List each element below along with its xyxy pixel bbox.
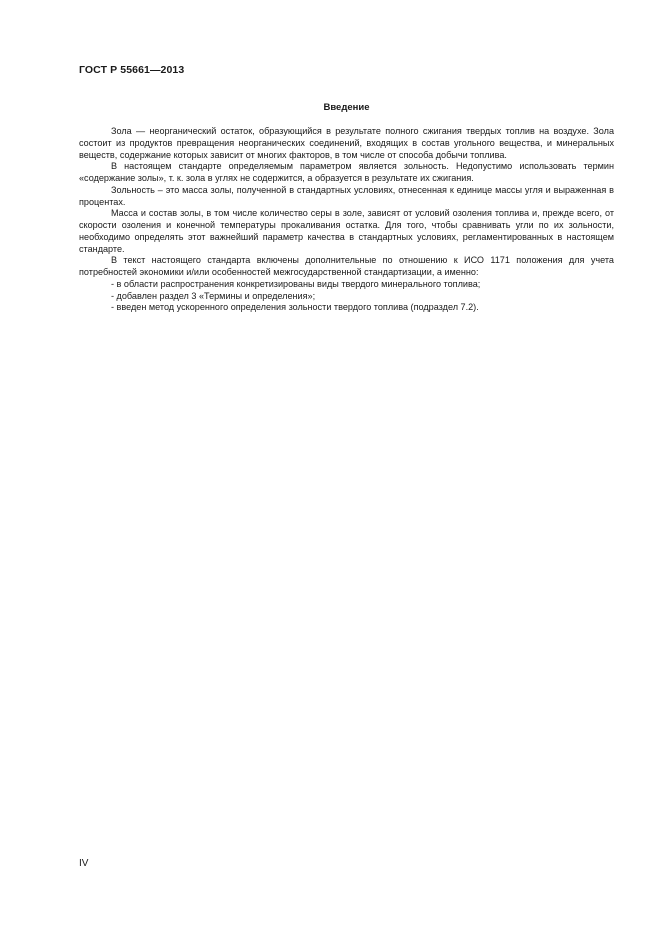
list-item: - добавлен раздел 3 «Термины и определения»; xyxy=(111,290,316,301)
section-title: Введение xyxy=(323,102,370,113)
page-number: IV xyxy=(79,858,89,869)
list-item: - введен метод ускоренного определения зольности твердого топлива (подраздел 7.2). xyxy=(111,302,479,313)
paragraph-additional-provisions: В текст настоящего стандарта включены дополнительные по отношению к ИСО 1171 положения для учета потребностей экономики и/или особенностей межгосударственной стандартизации, а именно: xyxy=(79,255,614,277)
paragraph-ash-definition: Зола — неорганический остаток, образующийся в результате полного сжигания твердых топлив на воздухе. Зола состоит из продуктов превращения неорганических соединений, входящих в состав угольного вещества, и минеральных веществ, содержание которых зависит от многих факторов, в том числе от способа добычи топлива. xyxy=(79,126,614,160)
list-item: - в области распространения конкретизированы виды твердого минерального топлива; xyxy=(111,278,481,289)
paragraph-ash-content-parameter: В настоящем стандарте определяемым параметром является зольность. Недопустимо использовать термин «содержание золы», т. к. зола в углях не содержится, а образуется в результате их сжигания. xyxy=(79,161,614,183)
page-header: ГОСТ Р 55661—2013 xyxy=(79,64,185,76)
body-text xyxy=(79,126,614,314)
paragraph-ash-composition: Масса и состав золы, в том числе количество серы в золе, зависят от условий озоления топлива и, прежде всего, от скорости озоления и конечной температуры прокаливания остатка. Для того, чтобы сравнивать угли по их зольности, необходимо определять этот важнейший параметр качества в стандартных условиях, регламентированных в настоящем стандарте. xyxy=(79,208,614,254)
paragraph-ash-content-definition: Зольность – это масса золы, полученной в стандартных условиях, отнесенная к единице массы угля и выраженная в процентах. xyxy=(79,184,614,207)
